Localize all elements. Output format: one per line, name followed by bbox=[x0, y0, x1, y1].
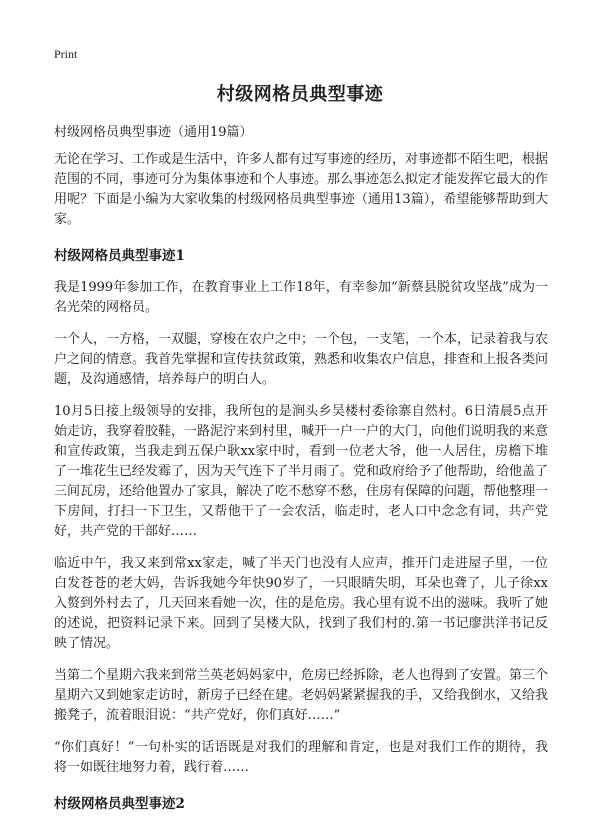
section-1-paragraph-6: “你们真好！”一句朴实的话语既是对我们的理解和肯定，也是对我们工作的期待，我将一如既往地努力着，践行着…… bbox=[54, 740, 548, 775]
section-1-paragraph-2: 一个人，一方格，一双腿，穿梭在农户之中；一个包，一支笔，一个本，记录着我与农户之间的情意。我首先掌握和宣传扶贫政策，熟悉和收集农户信息，排查和上报各类问题，及沟通感情，培养每户的明白人。 bbox=[54, 332, 549, 387]
section-1-paragraph-5: 当第二个星期六我来到常兰英老妈妈家中，危房已经拆除，老人也得到了安置。第三个星期六又到她家走访时，新房子已经在建。老妈妈紧紧握我的手，又给我倒水，又给我搬凳子，流着眼泪说：“共产党好，你们真好……” bbox=[54, 668, 549, 723]
document-title: 村级网格员典型事迹 bbox=[216, 84, 384, 105]
intro-paragraph: 无论在学习、工作或是生活中，许多人都有过写事迹的经历，对事迹都不陌生吧，根据范围的不同，事迹可分为集体事迹和个人事迹。那么事迹怎么拟定才能发挥它最大的作用呢？下面是小编为大家收集的村级网格员典型事迹（通用13篇），希望能够帮助到大家。 bbox=[54, 152, 549, 227]
document-subtitle: 村级网格员典型事迹（通用19篇） bbox=[54, 125, 253, 140]
section-1-paragraph-4: 临近中午，我又来到常xx家走，喊了半天门也没有人应声，推开门走进屋子里，一位白发苍苍的老大妈，告诉我她今年快90岁了，一只眼睛失明，耳朵也聋了，儿子徐xx入赘到外村去了，几天回来看她一次，住的是危房。我心里有说不出的滋味。我听了她的述说，把资料记录下来。回到了吴楼大队，找到了我们村的.第一书记廖洪洋书记反映了情况。 bbox=[54, 556, 549, 651]
document-content bbox=[54, 150, 548, 826]
section-1-paragraph-1: 我是1999年参加工作，在教育事业上工作18年，有幸参加“新蔡县脱贫攻坚战”成为一名光荣的网格员。 bbox=[54, 280, 548, 315]
section-1-paragraph-3: 10月5日接上级领导的安排，我所包的是涧头乡吴楼村委徐寨自然村。6日清晨5点开始走访，我穿着胶鞋，一路泥泞来到村里，喊开一户一户的大门，向他们说明我的来意和宣传政策，当我走到五保户耿xx家中时，看到一位老大爷，他一人居住，房檐下堆了一堆花生已经发霉了，因为天气连下了半月雨了。党和政府给予了他帮助，给他盖了三间瓦房，还给他置办了家具，解决了吃不愁穿不愁，住房有保障的问题，帮他整理一下房间，打扫一下卫生，又帮他干了一会农活，临走时，老人口中念念有词，共产党好，共产党的干部好…… bbox=[54, 404, 549, 539]
print-label[interactable]: Print bbox=[54, 47, 78, 61]
section-1-heading: 村级网格员典型事迹1 bbox=[54, 248, 185, 264]
section-2-heading: 村级网格员典型事迹2 bbox=[54, 796, 185, 812]
